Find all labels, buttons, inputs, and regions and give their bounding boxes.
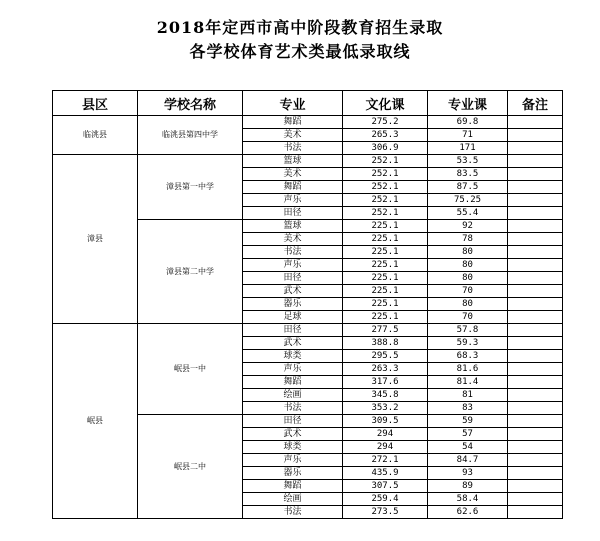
major-cell: 书法 [243,402,343,415]
remarks-cell [508,298,563,311]
remarks-cell [508,207,563,220]
remarks-cell [508,220,563,233]
culture-cell: 273.5 [343,506,428,519]
school-cell: 漳县第二中学 [138,220,243,324]
specialty-cell: 53.5 [428,155,508,168]
culture-cell: 272.1 [343,454,428,467]
major-cell: 美术 [243,168,343,181]
remarks-cell [508,285,563,298]
major-cell: 篮球 [243,220,343,233]
remarks-cell [508,363,563,376]
specialty-cell: 93 [428,467,508,480]
remarks-cell [508,493,563,506]
major-cell: 声乐 [243,259,343,272]
major-cell: 田径 [243,207,343,220]
major-cell: 武术 [243,285,343,298]
remarks-cell [508,116,563,129]
remarks-cell [508,142,563,155]
major-cell: 足球 [243,311,343,324]
county-cell: 临洮县 [53,116,138,155]
specialty-cell: 89 [428,480,508,493]
header-county: 县区 [53,91,138,116]
culture-cell: 265.3 [343,129,428,142]
culture-cell: 252.1 [343,194,428,207]
culture-cell: 309.5 [343,415,428,428]
remarks-cell [508,389,563,402]
major-cell: 声乐 [243,454,343,467]
specialty-cell: 59.3 [428,337,508,350]
county-cell: 漳县 [53,155,138,324]
specialty-cell: 80 [428,259,508,272]
specialty-cell: 78 [428,233,508,246]
specialty-cell: 68.3 [428,350,508,363]
major-cell: 武术 [243,337,343,350]
culture-cell: 225.1 [343,272,428,285]
major-cell: 舞蹈 [243,181,343,194]
specialty-cell: 57.8 [428,324,508,337]
specialty-cell: 92 [428,220,508,233]
culture-cell: 353.2 [343,402,428,415]
remarks-cell [508,454,563,467]
specialty-cell: 83.5 [428,168,508,181]
remarks-cell [508,376,563,389]
specialty-cell: 70 [428,311,508,324]
remarks-cell [508,441,563,454]
table-row [53,155,563,168]
culture-cell: 345.8 [343,389,428,402]
header-school: 学校名称 [138,91,243,116]
major-cell: 书法 [243,506,343,519]
culture-cell: 225.1 [343,246,428,259]
remarks-cell [508,181,563,194]
culture-cell: 225.1 [343,311,428,324]
major-cell: 声乐 [243,194,343,207]
header-major: 专业 [243,91,343,116]
remarks-cell [508,415,563,428]
major-cell: 声乐 [243,363,343,376]
major-cell: 田径 [243,415,343,428]
admission-table [52,90,563,519]
culture-cell: 225.1 [343,285,428,298]
remarks-cell [508,467,563,480]
header-remarks: 备注 [508,91,563,116]
culture-cell: 294 [343,441,428,454]
culture-cell: 225.1 [343,259,428,272]
remarks-cell [508,259,563,272]
culture-cell: 277.5 [343,324,428,337]
culture-cell: 263.3 [343,363,428,376]
remarks-cell [508,506,563,519]
specialty-cell: 81 [428,389,508,402]
culture-cell: 225.1 [343,220,428,233]
county-cell: 岷县 [53,324,138,519]
specialty-cell: 80 [428,272,508,285]
culture-cell: 252.1 [343,168,428,181]
culture-cell: 225.1 [343,298,428,311]
major-cell: 绘画 [243,493,343,506]
culture-cell: 307.5 [343,480,428,493]
remarks-cell [508,129,563,142]
major-cell: 器乐 [243,467,343,480]
remarks-cell [508,428,563,441]
major-cell: 球类 [243,441,343,454]
school-cell: 临洮县第四中学 [138,116,243,155]
specialty-cell: 55.4 [428,207,508,220]
table-row [53,324,563,337]
major-cell: 球类 [243,350,343,363]
remarks-cell [508,272,563,285]
specialty-cell: 57 [428,428,508,441]
header-culture: 文化课 [343,91,428,116]
major-cell: 美术 [243,129,343,142]
culture-cell: 275.2 [343,116,428,129]
specialty-cell: 58.4 [428,493,508,506]
specialty-cell: 83 [428,402,508,415]
specialty-cell: 54 [428,441,508,454]
culture-cell: 435.9 [343,467,428,480]
major-cell: 绘画 [243,389,343,402]
remarks-cell [508,194,563,207]
culture-cell: 317.6 [343,376,428,389]
remarks-cell [508,246,563,259]
culture-cell: 295.5 [343,350,428,363]
page-title: 2018年定西市高中阶段教育招生录取 [156,18,444,37]
culture-cell: 294 [343,428,428,441]
major-cell: 武术 [243,428,343,441]
culture-cell: 259.4 [343,493,428,506]
remarks-cell [508,350,563,363]
page-subtitle: 各学校体育艺术类最低录取线 [189,42,411,61]
school-cell: 岷县一中 [138,324,243,415]
major-cell: 田径 [243,272,343,285]
specialty-cell: 171 [428,142,508,155]
major-cell: 舞蹈 [243,480,343,493]
specialty-cell: 81.4 [428,376,508,389]
remarks-cell [508,311,563,324]
specialty-cell: 80 [428,246,508,259]
specialty-cell: 71 [428,129,508,142]
culture-cell: 225.1 [343,233,428,246]
culture-cell: 252.1 [343,207,428,220]
major-cell: 田径 [243,324,343,337]
remarks-cell [508,168,563,181]
school-cell: 漳县第一中学 [138,155,243,220]
specialty-cell: 59 [428,415,508,428]
culture-cell: 252.1 [343,155,428,168]
major-cell: 美术 [243,233,343,246]
major-cell: 器乐 [243,298,343,311]
header-specialty: 专业课 [428,91,508,116]
specialty-cell: 62.6 [428,506,508,519]
major-cell: 舞蹈 [243,116,343,129]
culture-cell: 388.8 [343,337,428,350]
remarks-cell [508,155,563,168]
specialty-cell: 81.6 [428,363,508,376]
remarks-cell [508,402,563,415]
table-row [53,116,563,129]
remarks-cell [508,480,563,493]
major-cell: 书法 [243,246,343,259]
culture-cell: 252.1 [343,181,428,194]
specialty-cell: 70 [428,285,508,298]
culture-cell: 306.9 [343,142,428,155]
school-cell: 岷县二中 [138,415,243,519]
major-cell: 舞蹈 [243,376,343,389]
specialty-cell: 69.8 [428,116,508,129]
remarks-cell [508,233,563,246]
specialty-cell: 80 [428,298,508,311]
specialty-cell: 84.7 [428,454,508,467]
specialty-cell: 87.5 [428,181,508,194]
specialty-cell: 75.25 [428,194,508,207]
remarks-cell [508,337,563,350]
major-cell: 书法 [243,142,343,155]
header-row [53,91,563,116]
remarks-cell [508,324,563,337]
major-cell: 篮球 [243,155,343,168]
